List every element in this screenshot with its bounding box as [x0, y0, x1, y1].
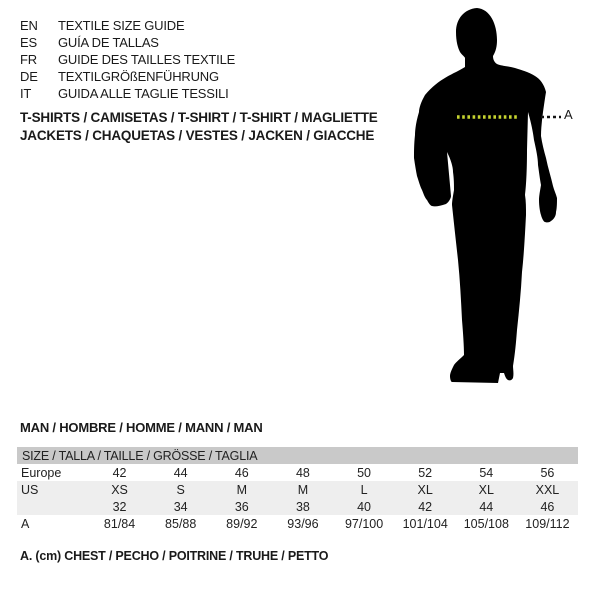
table-row-europe [17, 464, 578, 481]
table-cell: XL [395, 481, 456, 498]
table-cell: L [334, 481, 395, 498]
row-label [17, 498, 89, 515]
measurement-footnote: A. (cm) CHEST / PECHO / POITRINE / TRUHE / PETTO [20, 549, 329, 563]
table-cell: 44 [173, 465, 188, 480]
section-title: MAN / HOMBRE / HOMME / MANN / MAN [20, 420, 263, 435]
language-row [20, 85, 235, 102]
language-title: TEXTILE SIZE GUIDE [58, 18, 185, 33]
table-cell: M [211, 481, 272, 498]
language-title: TEXTILGRÖßENFÜHRUNG [58, 69, 219, 84]
table-cell: 101/104 [402, 516, 448, 531]
language-row [20, 34, 235, 51]
row-label: US [17, 481, 89, 498]
table-cell: XXL [517, 481, 578, 498]
table-cell: S [150, 481, 211, 498]
language-title: GUIDA ALLE TAGLIE TESSILI [58, 86, 229, 101]
language-code: FR [20, 52, 37, 67]
table-cell: 48 [295, 465, 310, 480]
table-cell: 42 [395, 498, 456, 515]
row-label: Europe [21, 465, 62, 480]
model-figure [402, 2, 578, 398]
language-code: EN [20, 18, 38, 33]
table-cell: 89/92 [226, 516, 258, 531]
language-title: GUIDE DES TAILLES TEXTILE [58, 52, 236, 67]
language-code: ES [20, 35, 37, 50]
man-silhouette [402, 2, 578, 398]
table-cell: 97/100 [344, 516, 384, 531]
table-cell: XS [89, 481, 150, 498]
language-row [20, 68, 235, 85]
table-cell: 105/108 [463, 516, 509, 531]
table-cell: 40 [334, 498, 395, 515]
category-line-tshirts: T-SHIRTS / CAMISETAS / T-SHIRT / T-SHIRT / MAGLIETTE [20, 110, 378, 125]
table-cell: 34 [150, 498, 211, 515]
table-cell: 54 [479, 465, 494, 480]
category-line-jackets: JACKETS / CHAQUETAS / VESTES / JACKEN / GIACCHE [20, 127, 375, 143]
language-code: DE [20, 69, 38, 84]
table-cell: 42 [112, 465, 127, 480]
table-cell: 109/112 [525, 516, 570, 531]
table-cell: 56 [540, 465, 555, 480]
language-row [20, 17, 235, 34]
table-row-chest-a [17, 515, 578, 532]
table-cell: XL [456, 481, 517, 498]
table-cell: 46 [234, 465, 249, 480]
table-cell: 50 [357, 465, 372, 480]
table-cell: M [272, 481, 333, 498]
size-table-header-row [17, 447, 578, 464]
size-table-header: SIZE / TALLA / TAILLE / GRÖSSE / TAGLIA [17, 447, 578, 464]
row-label: A [21, 516, 30, 531]
table-cell: 52 [418, 465, 433, 480]
table-cell: 85/88 [165, 516, 197, 531]
table-cell: 93/96 [287, 516, 319, 531]
size-table [17, 447, 578, 532]
language-title: GUÍA DE TALLAS [58, 35, 159, 50]
table-cell: 81/84 [103, 516, 136, 531]
table-cell: 36 [211, 498, 272, 515]
table-cell: 46 [517, 498, 578, 515]
man-silhouette-shape [414, 8, 557, 383]
table-cell: 38 [272, 498, 333, 515]
table-row-alt-sizes [17, 498, 578, 515]
table-cell: 32 [89, 498, 150, 515]
table-row-us [17, 481, 578, 498]
language-code: IT [20, 86, 32, 101]
category-lines [20, 109, 378, 144]
language-row [20, 51, 235, 68]
language-list [20, 17, 235, 102]
table-cell: 44 [456, 498, 517, 515]
chest-measure-label: A [564, 107, 573, 122]
